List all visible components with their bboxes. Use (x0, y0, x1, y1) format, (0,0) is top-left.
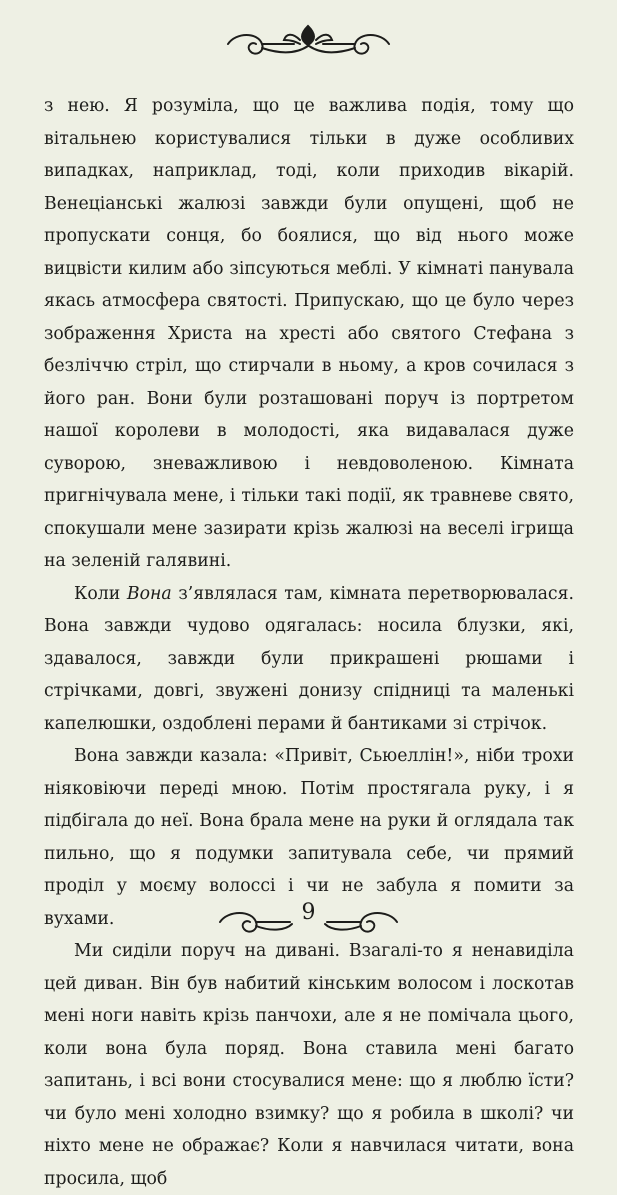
top-ornament (0, 10, 617, 70)
page-number: 9 (0, 900, 617, 926)
paragraph: Вона завжди казала: «Привіт, Сьюеллін!», ніби трохи ніяковіючи переді мною. Потім простягала руку, і я підбігала до неї. Вона брала мене на руки й оглядала так пильно, що я подумки запитувала себе, чи прямий проділ у моєму волоссі і чи не забула я помити за вухами. (44, 746, 574, 929)
emphasized-word: Вона (126, 583, 172, 604)
paragraph: Коли Вона з’являлася там, кімната перетворювалася. Вона завжди чудово одягалась: носила блузки, які, здавалося, завжди були прикрашені рюшами і стрічками, довгі, звужені донизу спідниці та маленькі капелюшки, оздоблені перами й бантиками зі стрічок. (44, 583, 574, 734)
body-text (44, 90, 574, 1195)
paragraph: з нею. Я розуміла, що це важлива подія, тому що вітальнею користувалися тільки в дуже особливих випадках, наприклад, тоді, коли приходив вікарій. Венеціанські жалюзі завжди були опущені, щоб не пропускати сонця, бо боялися, що від нього може вицвісти килим або зіпсуються меблі. У кімнаті панувала якась атмосфера святості. Припускаю, що це було через зображення Христа на хресті або святого Стефана з безліччю стріл, що стирчали в ньому, а кров сочилася з його ран. Вони були розташовані поруч із портретом нашої королеви в молодості, яка видавалася дуже суворою, зневажливою і невдоволеною. Кімната пригнічувала мене, і тільки такі події, як травневе свято, спокушали мене зазирати крізь жалюзі на веселі ігрища на зеленій галявині. (44, 96, 574, 571)
flourish-top-icon (0, 10, 617, 70)
paragraph: Ми сиділи поруч на дивані. Взагалі-то я ненавиділа цей диван. Він був набитий кінським волосом і лоскотав мені ноги навіть крізь панчохи, але я не помічала цього, коли вона була поряд. Вона ставила мені багато запитань, і всі вони стосувалися мене: що я люблю їсти? чи було мені холодно взимку? що я робила в школі? чи ніхто мене не ображає? Коли я навчилася читати, вона просила, щоб (44, 941, 574, 1189)
